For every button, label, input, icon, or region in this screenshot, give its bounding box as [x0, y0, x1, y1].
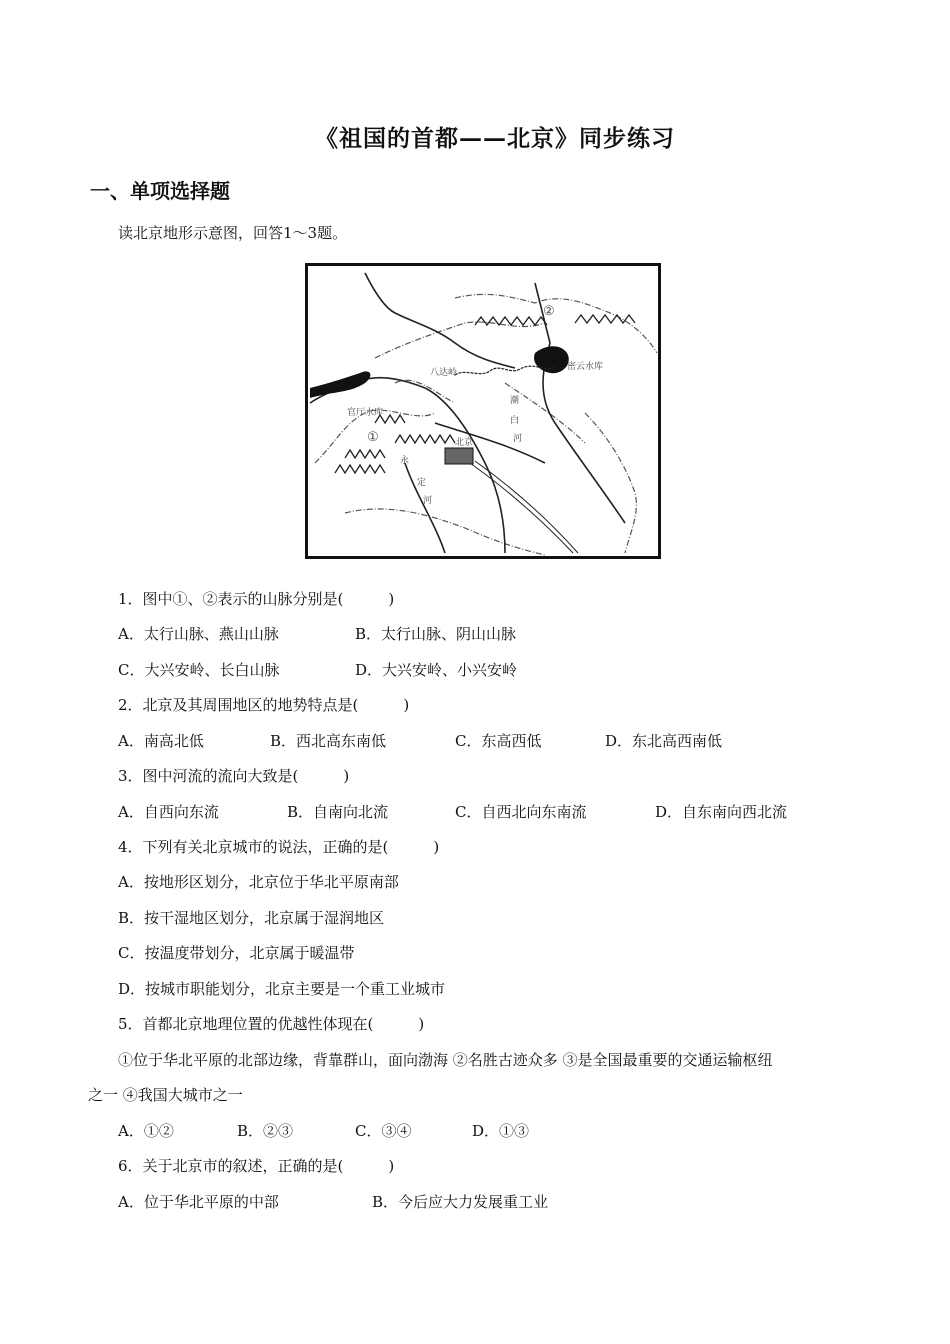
q3-option-a: A．自西向东流	[118, 803, 219, 821]
section-heading: 一、单项选择题	[90, 179, 230, 203]
label-he2: 河	[423, 496, 433, 506]
q4-stem: 4．下列有关北京城市的说法，正确的是( )	[118, 838, 440, 856]
label-guanting: 官厅水库	[347, 408, 384, 418]
marker-1: ①	[367, 430, 379, 445]
beijing-city-icon	[445, 448, 473, 464]
label-ding: 定	[417, 478, 427, 488]
q6-option-b: B．今后应大力发展重工业	[372, 1193, 549, 1211]
q4-option-d: D．按城市职能划分，北京主要是一个重工业城市	[118, 980, 446, 998]
q5-option-d: D．①③	[472, 1122, 530, 1140]
q1-option-b: B．太行山脉、阴山山脉	[355, 625, 517, 643]
q2-option-c: C．东高西低	[455, 732, 542, 750]
label-chao: 潮	[510, 396, 520, 406]
q4-option-a: A．按地形区划分，北京位于华北平原南部	[118, 873, 399, 891]
q6-option-a: A．位于华北平原的中部	[118, 1193, 279, 1211]
page-title: 《祖国的首都——北京》同步练习	[315, 125, 675, 152]
q5-option-a: A．①②	[118, 1122, 174, 1140]
q1-option-d: D．大兴安岭、小兴安岭	[355, 661, 518, 679]
label-bai: 白	[510, 416, 520, 426]
q5-option-b: B．②③	[237, 1122, 294, 1140]
q2-option-a: A．南高北低	[118, 732, 204, 750]
q4-option-b: B．按干湿地区划分，北京属于湿润地区	[118, 909, 385, 927]
q2-option-d: D．东北高西南低	[605, 732, 723, 750]
q1-stem: 1．图中①、②表示的山脉分别是( )	[118, 590, 395, 608]
label-badaling: 八达岭	[430, 368, 458, 378]
marker-2: ②	[543, 304, 555, 319]
label-yong: 永	[400, 456, 410, 466]
intro-text: 读北京地形示意图，回答1～3题。	[118, 224, 348, 242]
beijing-terrain-map	[305, 263, 661, 559]
q3-option-c: C．自西北向东南流	[455, 803, 587, 821]
label-miyun: 密云水库	[567, 362, 604, 372]
q4-option-c: C．按温度带划分，北京属于暖温带	[118, 944, 355, 962]
q2-stem: 2．北京及其周围地区的地势特点是( )	[118, 696, 410, 714]
label-he1: 河	[513, 434, 523, 444]
q5-body-line2: 之一 ④我国大城市之一	[88, 1086, 243, 1104]
q5-stem: 5．首都北京地理位置的优越性体现在( )	[118, 1015, 425, 1033]
q6-stem: 6．关于北京市的叙述，正确的是( )	[118, 1157, 395, 1175]
q5-option-c: C．③④	[355, 1122, 412, 1140]
q3-stem: 3．图中河流的流向大致是( )	[118, 767, 350, 785]
label-beijing: 北京	[455, 438, 474, 448]
q2-option-b: B．西北高东南低	[270, 732, 387, 750]
q1-option-c: C．大兴安岭、长白山脉	[118, 661, 280, 679]
q3-option-d: D．自东南向西北流	[655, 803, 788, 821]
q1-option-a: A．太行山脉、燕山山脉	[118, 625, 279, 643]
q3-option-b: B．自南向北流	[287, 803, 389, 821]
q5-body-line1: ①位于华北平原的北部边缘，背靠群山，面向渤海 ②名胜古迹众多 ③是全国最重要的交通运输枢纽	[118, 1051, 773, 1069]
